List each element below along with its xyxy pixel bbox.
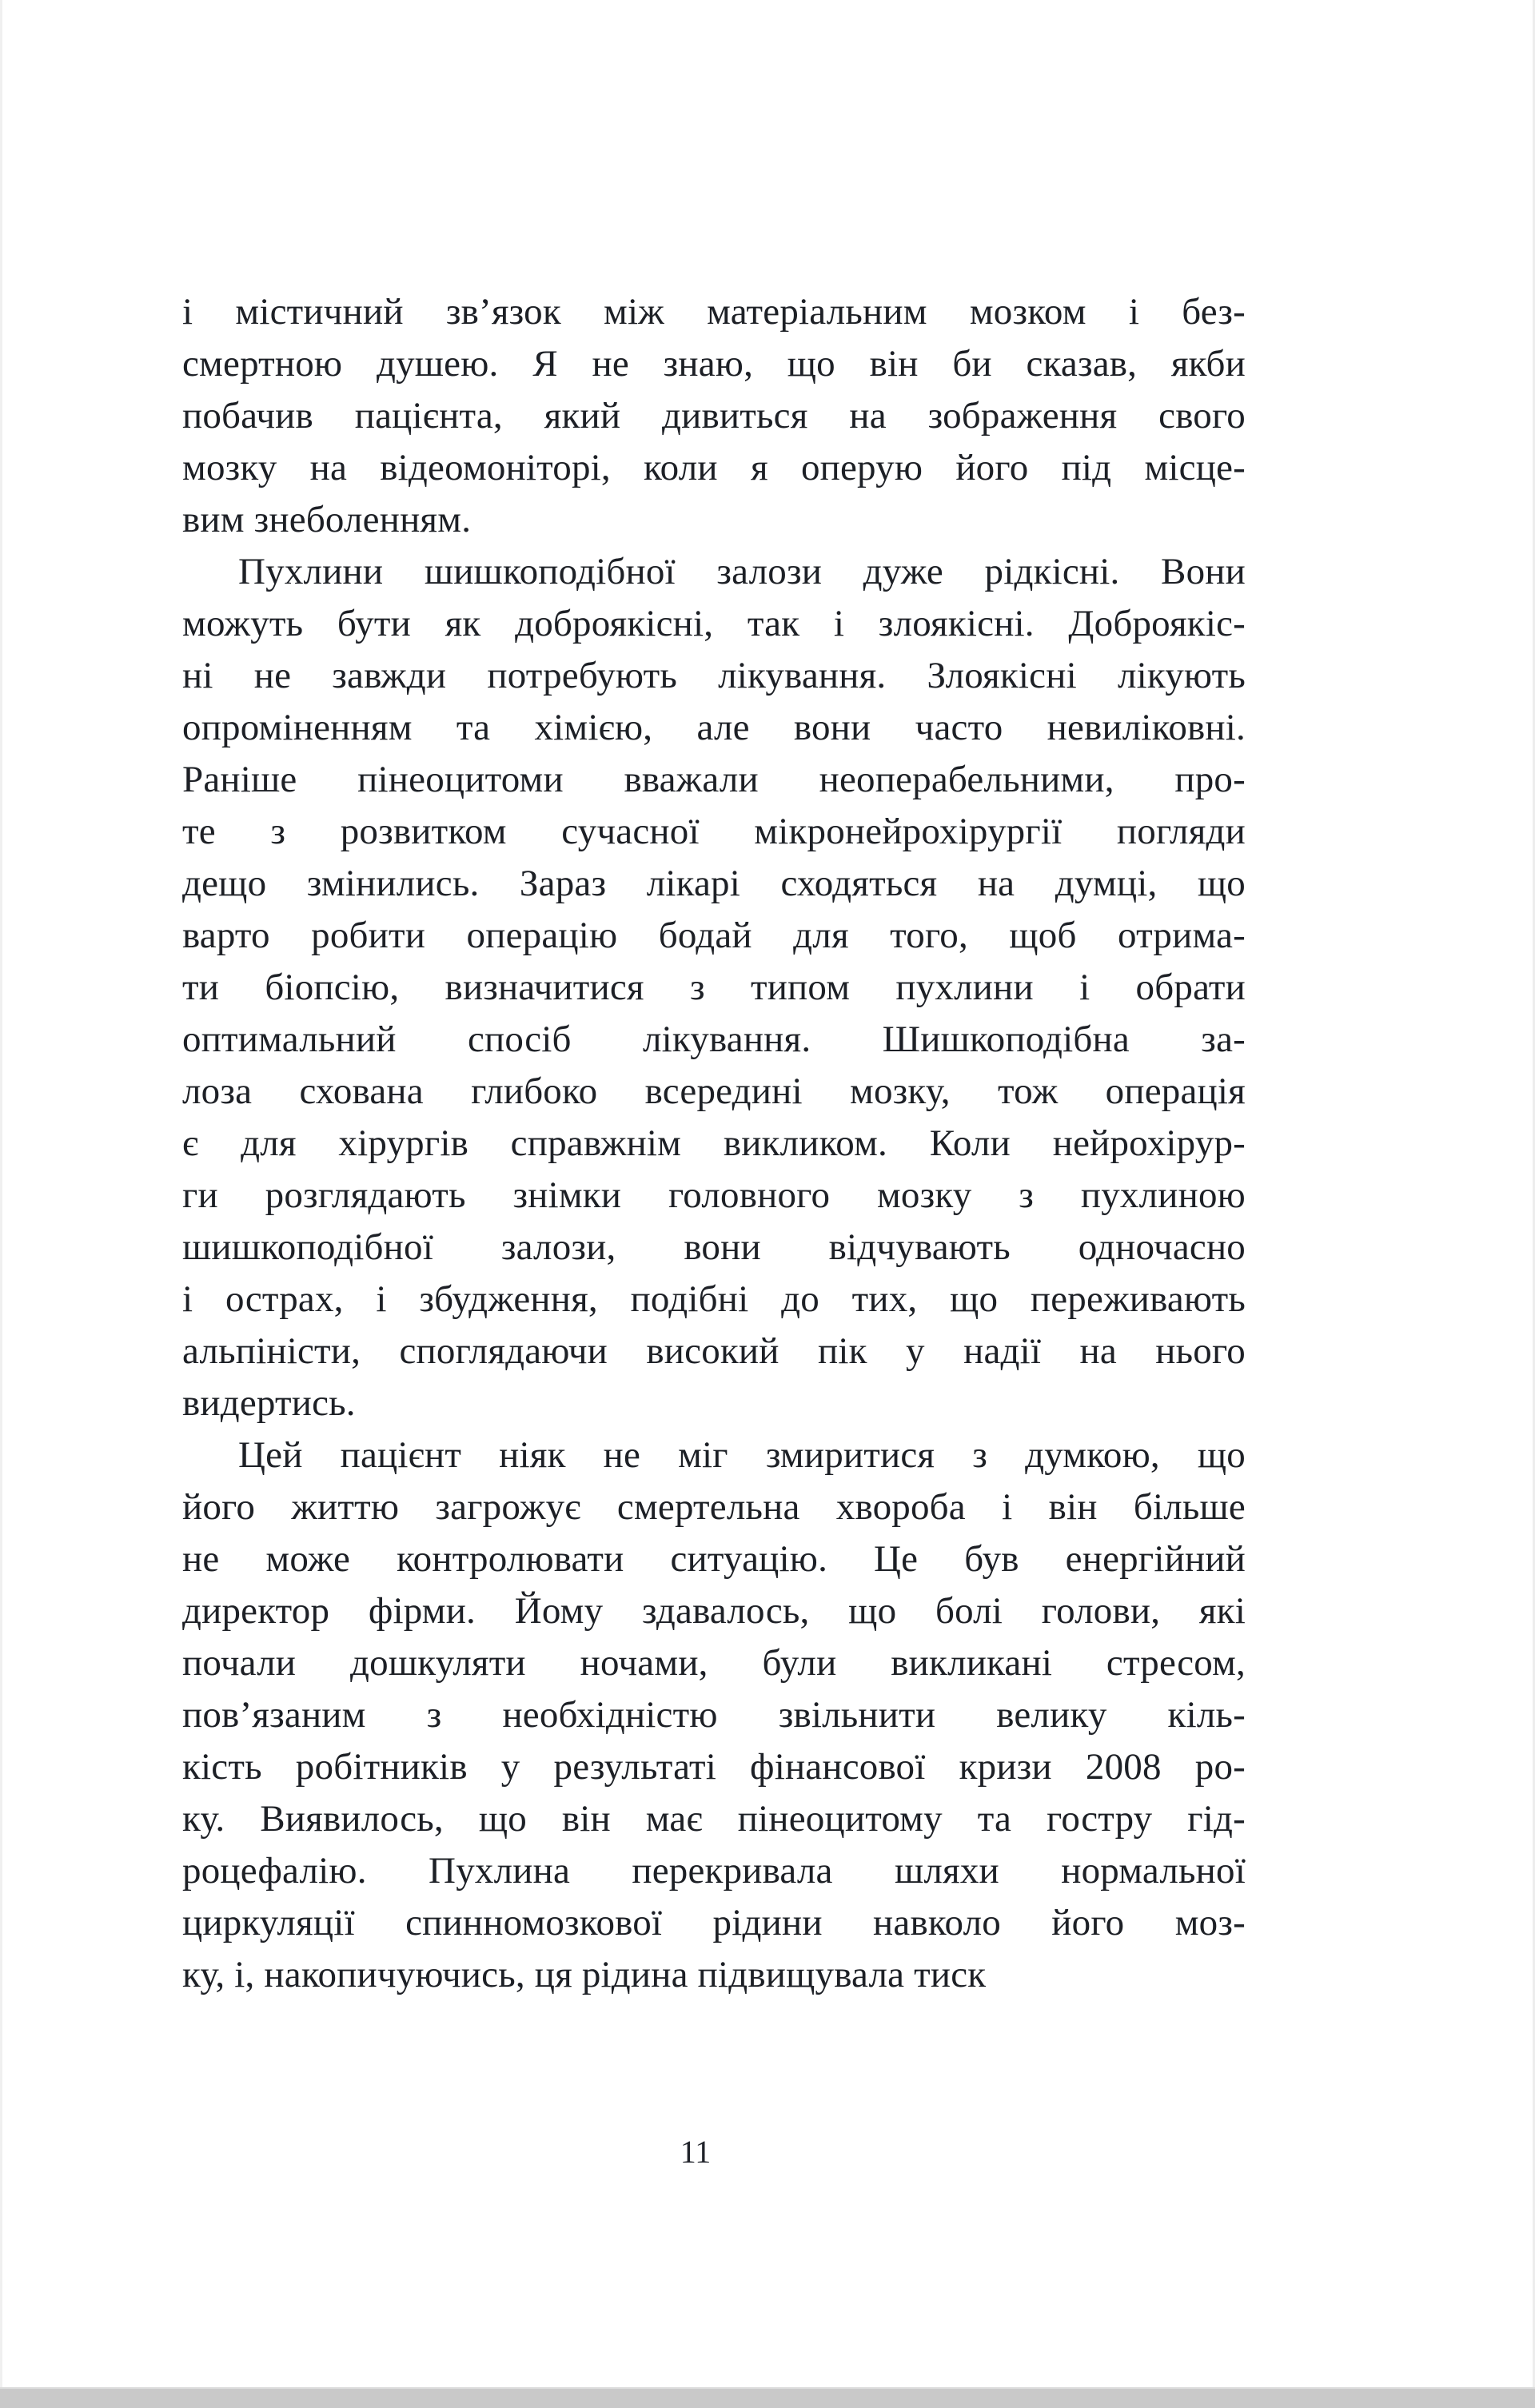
text-line: Раніше пінеоцитоми вважали неоперабельними, про- [182,759,1246,800]
text-line: варто робити операцію бодай для того, щоб отрима- [182,915,1246,956]
text-line: і містичний зв’язок між матеріальним мозком і без- [182,291,1246,333]
text-line: шишкоподібної залози, вони відчувають одночасно [182,1226,1246,1268]
text-line: почали дошкуляти ночами, були викликані стресом, [182,1642,1246,1684]
paragraph [182,286,1246,546]
text-line: мозку на відеомоніторі, коли я оперую його під місце- [182,447,1246,488]
page-number: 11 [680,2134,712,2170]
text-line: директор фірми. Йому здавалось, що болі голови, які [182,1590,1246,1632]
scan-edge-left [0,0,2,2408]
text-line: циркуляції спинномозкової рідини навколо його моз- [182,1902,1246,1944]
text-line: пов’язаним з необхідністю звільнити велику кіль- [182,1694,1246,1736]
text-line: ку, і, накопичуючись, ця рідина підвищувала тиск [182,1954,987,1995]
text-line: вим знеболенням. [182,499,472,540]
text-line: лоза схована глибоко всередині мозку, тож операція [182,1070,1246,1112]
text-line: альпіністи, споглядаючи високий пік у надії на нього [182,1330,1246,1372]
text-line: ти біопсію, визначитися з типом пухлини і обрати [182,967,1246,1008]
scan-edge-bottom [0,2387,1535,2408]
paragraph [182,546,1246,1429]
text-line: не може контролювати ситуацію. Це був енергійний [182,1538,1246,1580]
text-line: смертною душею. Я не знаю, що він би сказав, якби [182,343,1246,385]
paragraph [182,1429,1246,2001]
text-line: видертись. [182,1382,356,1424]
text-line: Цей пацієнт ніяк не міг змиритися з думкою, що [238,1434,1246,1476]
text-line: дещо змінились. Зараз лікарі сходяться на думці, що [182,863,1246,904]
text-line: побачив пацієнта, який дивиться на зображення свого [182,395,1246,437]
text-line: ку. Виявилось, що він має пінеоцитому та гостру гід- [182,1798,1246,1840]
text-line: оптимальний спосіб лікування. Шишкоподібна за- [182,1019,1246,1060]
text-line: його життю загрожує смертельна хвороба і він більше [182,1486,1246,1528]
text-line: ги розглядають знімки головного мозку з пухлиною [182,1174,1246,1216]
text-line: і острах, і збудження, подібні до тих, що переживають [182,1278,1246,1320]
text-line: ні не завжди потребують лікування. Злоякісні лікують [182,655,1246,696]
text-line: є для хірургів справжнім викликом. Коли нейрохірур- [182,1122,1246,1164]
text-block [182,286,1246,2001]
text-line: роцефалію. Пухлина перекривала шляхи нормальної [182,1850,1246,1892]
text-line: Пухлини шишкоподібної залози дуже рідкісні. Вони [238,551,1246,592]
text-line: можуть бути як доброякісні, так і злоякісні. Доброякіс- [182,603,1246,644]
text-line: опроміненням та хімією, але вони часто невиліковні. [182,707,1246,748]
text-line: те з розвитком сучасної мікронейрохірургії погляди [182,811,1246,852]
text-line: кість робітників у результаті фінансової кризи 2008 ро- [182,1746,1246,1788]
